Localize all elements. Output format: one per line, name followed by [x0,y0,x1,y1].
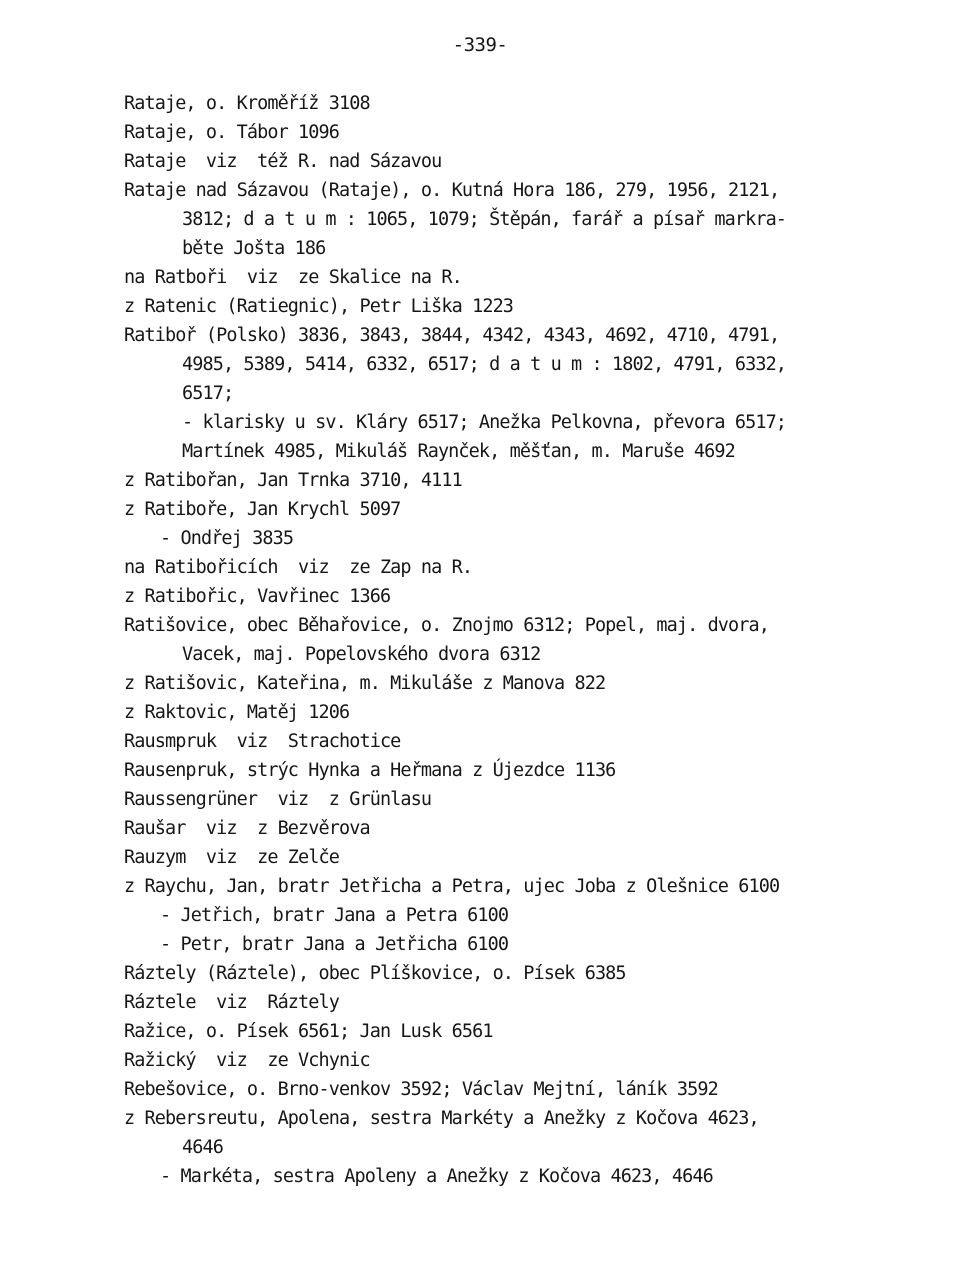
index-entry: z Ratišovic, Kateřina, m. Mikuláše z Manova 822 [124,673,606,694]
index-entry-continuation: 4985, 5389, 5414, 6332, 6517; d a t u m : 1802, 4791, 6332, [182,354,787,375]
index-entry: Rausenpruk, strýc Hynka a Heřmana z Újezdce 1136 [124,760,616,781]
index-entry: na Ratboři viz ze Skalice na R. [124,267,462,288]
index-entry: Rataje viz též R. nad Sázavou [124,151,442,172]
index-entry: Ráztely (Ráztele), obec Plíškovice, o. Písek 6385 [124,963,626,984]
index-entry: Ražice, o. Písek 6561; Jan Lusk 6561 [124,1021,493,1042]
index-entry: z Ratibořic, Vavřinec 1366 [124,586,391,607]
index-entry: Rebešovice, o. Brno-venkov 3592; Václav Mejtní, láník 3592 [124,1079,718,1100]
index-entry: z Ratibořan, Jan Trnka 3710, 4111 [124,470,462,491]
index-entry-continuation: běte Jošta 186 [182,238,326,259]
index-entry-continuation: - Jetřich, bratr Jana a Petra 6100 [160,905,509,926]
index-entry: Ražický viz ze Vchynic [124,1050,370,1071]
page-number: -339- [452,34,508,56]
index-entry-continuation: 4646 [182,1137,223,1158]
index-entry: Ráztele viz Ráztely [124,992,339,1013]
index-entry: z Raktovic, Matěj 1206 [124,702,350,723]
index-entry: Rataje, o. Tábor 1096 [124,122,339,143]
index-entry-continuation: - Markéta, sestra Apoleny a Anežky z Kočova 4623, 4646 [160,1166,713,1187]
index-entry: Ratišovice, obec Běhařovice, o. Znojmo 6312; Popel, maj. dvora, [124,615,769,636]
index-entry: Ratiboř (Polsko) 3836, 3843, 3844, 4342, 4343, 4692, 4710, 4791, [124,325,780,346]
index-entry-continuation: - Petr, bratr Jana a Jetřicha 6100 [160,934,509,955]
index-entry: Rataje nad Sázavou (Rataje), o. Kutná Hora 186, 279, 1956, 2121, [124,180,780,201]
index-entry: Raušar viz z Bezvěrova [124,818,370,839]
index-entry: Rataje, o. Kroměříž 3108 [124,93,370,114]
index-entry: z Rebersreutu, Apolena, sestra Markéty a Anežky z Kočova 4623, [124,1108,759,1129]
index-entry-continuation: - Ondřej 3835 [160,528,294,549]
index-entry: Raussengrüner viz z Grünlasu [124,789,432,810]
index-entry-continuation: Martínek 4985, Mikuláš Raynček, měšťan, m. Maruše 4692 [182,441,735,462]
index-entry-continuation: 6517; [182,383,234,404]
index-entries [124,89,924,1191]
index-entry: Rauzym viz ze Zelče [124,847,339,868]
index-entry-continuation: - klarisky u sv. Kláry 6517; Anežka Pelkovna, převora 6517; [182,412,787,433]
index-entry-continuation: 3812; d a t u m : 1065, 1079; Štěpán, farář a písař markra- [182,209,787,230]
index-entry: z Raychu, Jan, bratr Jetřicha a Petra, ujec Joba z Olešnice 6100 [124,876,780,897]
index-entry: z Ratiboře, Jan Krychl 5097 [124,499,401,520]
index-entry: na Ratibořicích viz ze Zap na R. [124,557,473,578]
index-entry: Rausmpruk viz Strachotice [124,731,401,752]
index-entry-continuation: Vacek, maj. Popelovského dvora 6312 [182,644,541,665]
index-entry: z Ratenic (Ratiegnic), Petr Liška 1223 [124,296,514,317]
